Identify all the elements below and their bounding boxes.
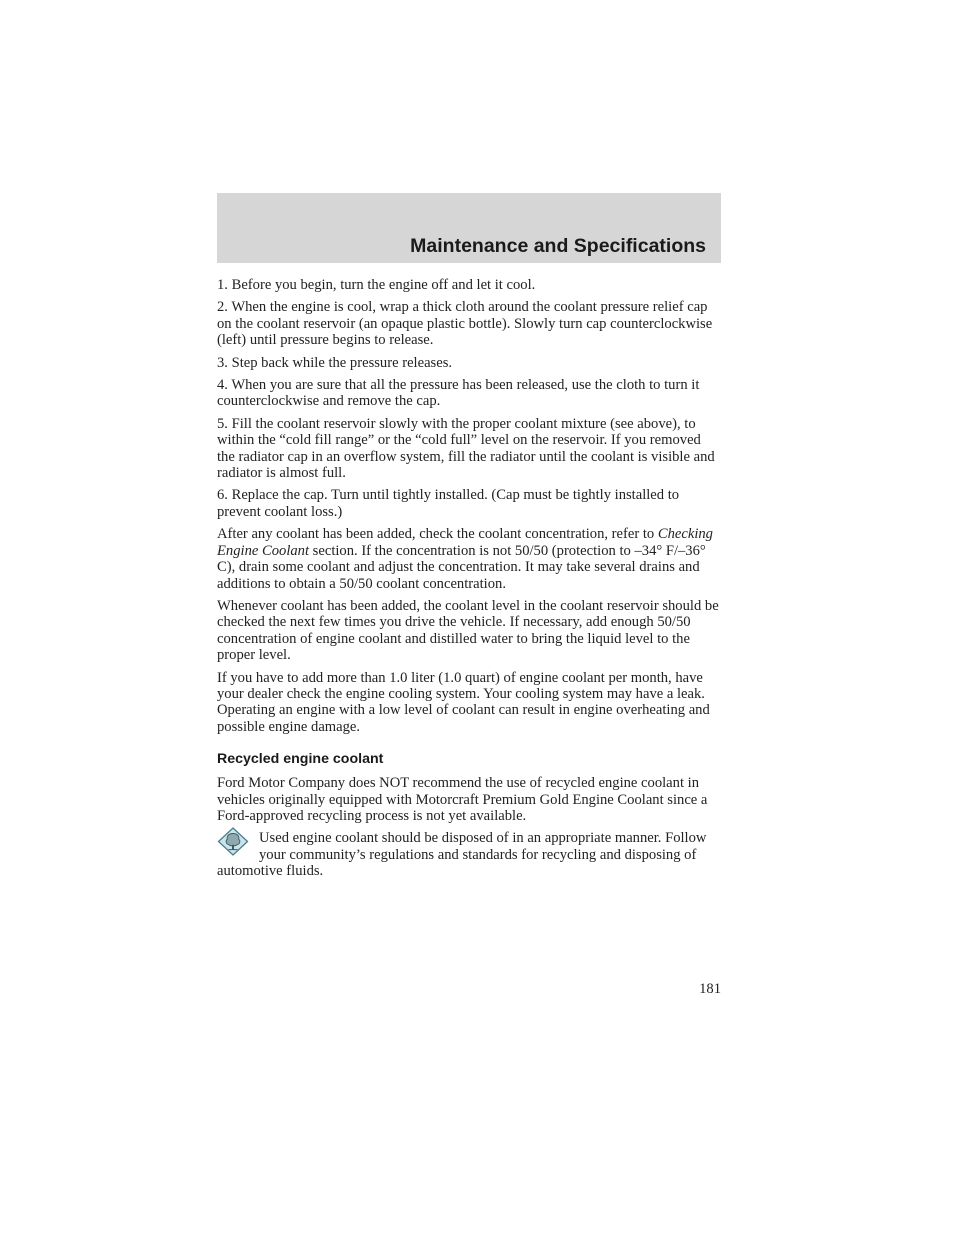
recycled-coolant-paragraph: Ford Motor Company does NOT recommend the use of recycled engine coolant in vehicles originally equipped with Motorcraft Premium Gold Engine Coolant since a Ford-approved recycling process is not yet available. (217, 775, 708, 824)
step-5: 5. Fill the coolant reservoir slowly with the proper coolant mixture (see above), to within the “cold fill range” or the “cold full” level on the reservoir. If you removed the radiator cap in an overflow system, fill the radiator until the coolant is visible and radiator is almost full. (217, 415, 715, 482)
step-3: 3. Step back while the pressure releases. (217, 354, 453, 371)
page-title: Maintenance and Specifications (410, 235, 706, 257)
main-content (217, 277, 721, 886)
header-band (217, 193, 721, 263)
checking-engine-coolant-reference: Checking Engine Coolant (217, 526, 713, 559)
environment-tree-icon (217, 827, 249, 857)
step-2: 2. When the engine is cool, wrap a thick cloth around the coolant pressure relief cap on the coolant reservoir (an opaque plastic bottle). Slowly turn cap counterclockwise (left) until pressure begins to release. (217, 299, 713, 349)
step-1: 1. Before you begin, turn the engine off and let it cool. (217, 277, 536, 293)
concentration-text-after: section. If the concentration is not 50/50 (protection to –34° F/–36° C), drain some coolant and adjust the concentration. It may take several drains and additions to obtain a 50/50 coolant concentration. (217, 542, 706, 592)
concentration-paragraph (217, 526, 721, 592)
recycled-coolant-heading: Recycled engine coolant (217, 751, 384, 768)
environment-note (217, 830, 721, 879)
step-6: 6. Replace the cap. Turn until tightly installed. (Cap must be tightly installed to prevent coolant loss.) (217, 487, 680, 520)
coolant-leak-paragraph: If you have to add more than 1.0 liter (1.0 quart) of engine coolant per month, have your dealer check the engine cooling system. Your cooling system may have a leak. Operating an engine with a low level of coolant can result in engine overheating and possible engine damage. (217, 669, 710, 735)
concentration-text-before: After any coolant has been added, check the coolant concentration, refer to (217, 526, 658, 543)
step-4: 4. When you are sure that all the pressure has been released, use the cloth to turn it counterclockwise and remove the cap. (217, 377, 700, 410)
environment-note-text: Used engine coolant should be disposed of in an appropriate manner. Follow your community’s regulations and standards for recycling and disposing of automotive fluids. (217, 830, 707, 880)
page-number: 181 (699, 981, 721, 997)
coolant-level-paragraph: Whenever coolant has been added, the coolant level in the coolant reservoir should be checked the next few times you drive the vehicle. If necessary, add enough 50/50 concentration of engine coolant and distilled water to bring the liquid level to the proper level. (217, 597, 719, 664)
